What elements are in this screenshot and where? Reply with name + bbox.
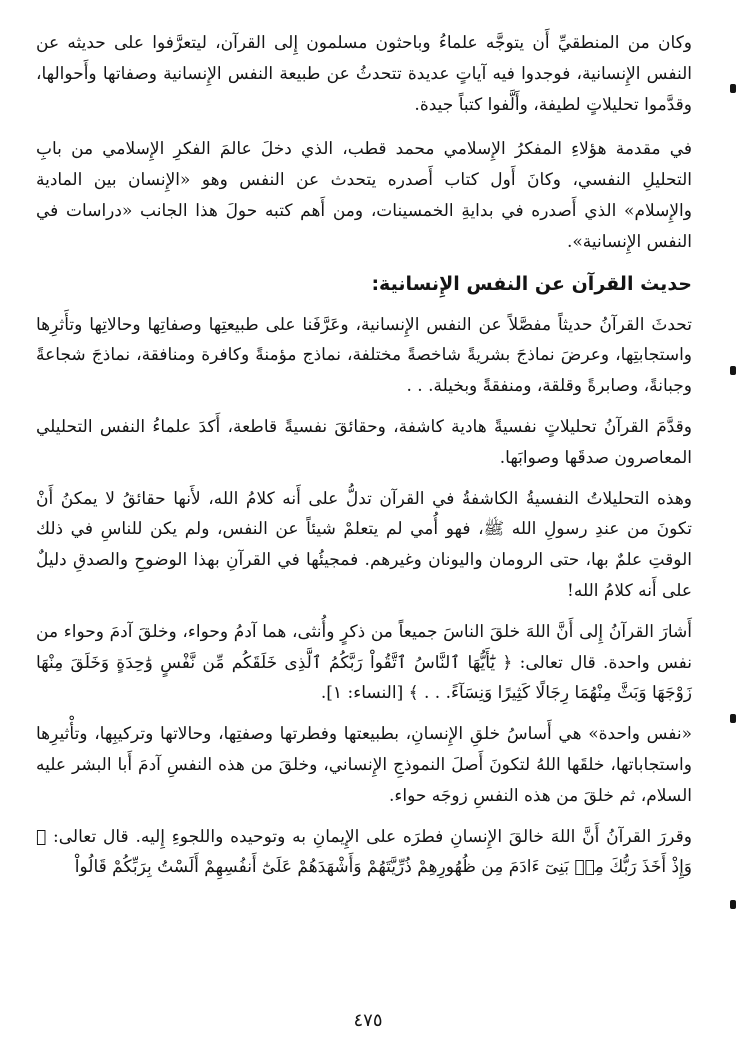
paragraph-muhammad-qutb: في مقدمة هؤلاءِ المفكرُ الإِسلامي محمد قطب، الذي دخلَ عالمَ الفكرِ الإِسلامي من بابِ التحليلِ النفسي، وكانَ أَول كتاب أَصدره يتحدث عن النفس وهو «الإِنسان بين المادية والإِسلام» الذي أَصدره في بدايةِ الخمسينات، ومن أَهم كتبه حولَ هذا الجانب «دراسات في النفس الإِنسانية». [36, 139, 692, 252]
paragraph-intro: وكان من المنطقيِّ أَن يتوجَّه علماءُ وباحثون مسلمون إِلى القرآن، ليتعرَّفوا على حديثه عن النفس الإِنسانية، فوجدوا فيه آياتٍ عديدة تتحدثُ عن طبيعة النفس الإِنسانية وصفاتها وأَحوالها، وقدَّموا تحليلاتٍ لطيفة، وأَلَّفوا كتباً جيدة. [36, 33, 692, 115]
paragraph-quran-on-soul: تحدثَ القرآنُ حديثاً مفصَّلاً عن النفس الإِنسانية، وعَرَّفَنا على طبيعتِها وصفاتِها وحالاتِها وتأَثرِها واستجابتِها، وعرضَ نماذجَ بشريةً شاخصةً مختلفة، نماذج مؤمنةً وكافرة ومنافقة، نماذجَ شجاعةً وجبانةً، وصابرةً وقلقة، ومنفقةً وبخيلة. . . [36, 314, 692, 397]
page-body [36, 28, 692, 893]
margin-mark [730, 714, 736, 723]
paragraph-single-soul: «نفس واحدة» هي أَساسُ خلقِ الإِنسانِ، بطبيعتها وفطرتها وصفتِها، وحالاتها وتركيبِها، وتأْثيرِها واستجاباتها، خلقَها اللهُ لتكونَ أَصلَ النموذجِ الإِنساني، وخلقَ من هذه النفسِ آدمَ أَبا البشر عليه السلام، ثم خلقَ من هذه النفسِ زوجَه حواء. [36, 724, 692, 806]
paragraph-analyses: وقدَّمَ القرآنُ تحليلاتٍ نفسيةً هادية كاشفة، وحقائقَ نفسيةً قاطعة، أَكدَ علماءُ النفس التحليلي المعاصرون صدقَها وصوابَها. [36, 416, 692, 468]
margin-mark [730, 84, 736, 93]
paragraph-creation: أَشارَ القرآنُ إِلى أَنَّ اللهَ خلقَ الناسَ جميعاً من ذكرٍ وأُنثى، هما آدمُ وحواء، وخلقَ آدمَ وحواء من نفس واحدة. قال تعالى: ﴿ يَٰٓأَيُّهَا ٱلنَّاسُ ٱتَّقُواْ رَبَّكُمُ ٱلَّذِى خَلَقَكُم مِّن نَّفْسٍ وَٰحِدَةٍ وَخَلَقَ مِنْهَا زَوْجَهَا وَبَثَّ مِنْهُمَا رِجَالًا كَثِيرًا وَنِسَآءً. . . ﴾ [النساء: ١]. [36, 621, 692, 704]
margin-mark [730, 366, 736, 375]
paragraph-fitra: وقررَ القرآنُ أَنَّ اللهَ خالقَ الإِنسانِ فطرَه على الإِيمانِ به وتوحيده واللجوءِ إِليه. قال تعالى: ﴿ وَإِذْ أَخَذَ رَبُّكَ مِنۢ بَنِىٓ ءَادَمَ مِن ظُهُورِهِمْ ذُرِّيَّتَهُمْ وَأَشْهَدَهُمْ عَلَىٰٓ أَنفُسِهِمْ أَلَسْتُ بِرَبِّكُمْ قَالُواْ [36, 826, 692, 878]
paragraph-proof: وهذه التحليلاتُ النفسيةُ الكاشفةُ في القرآن تدلُّ على أَنه كلامُ الله، لأَنها حقائقُ لا يمكنُ أَنْ تكونَ من عندِ رسولِ الله ﷺ، فهو أُمي لم يتعلمْ شيئاً عن النفس، ولم يكن للناسِ في ذلك الوقتِ علمٌ بها، حتى الرومان واليونان وغيرهم. فمجيئُها في القرآنِ بهذا الوضوحِ والصدقِ دليلٌ على أَنه كلامُ الله! [36, 488, 692, 601]
section-heading: حديث القرآن عن النفس الإِنسانية: [371, 272, 692, 295]
page-number: ٤٧٥ [353, 1010, 383, 1031]
margin-mark [730, 900, 736, 909]
